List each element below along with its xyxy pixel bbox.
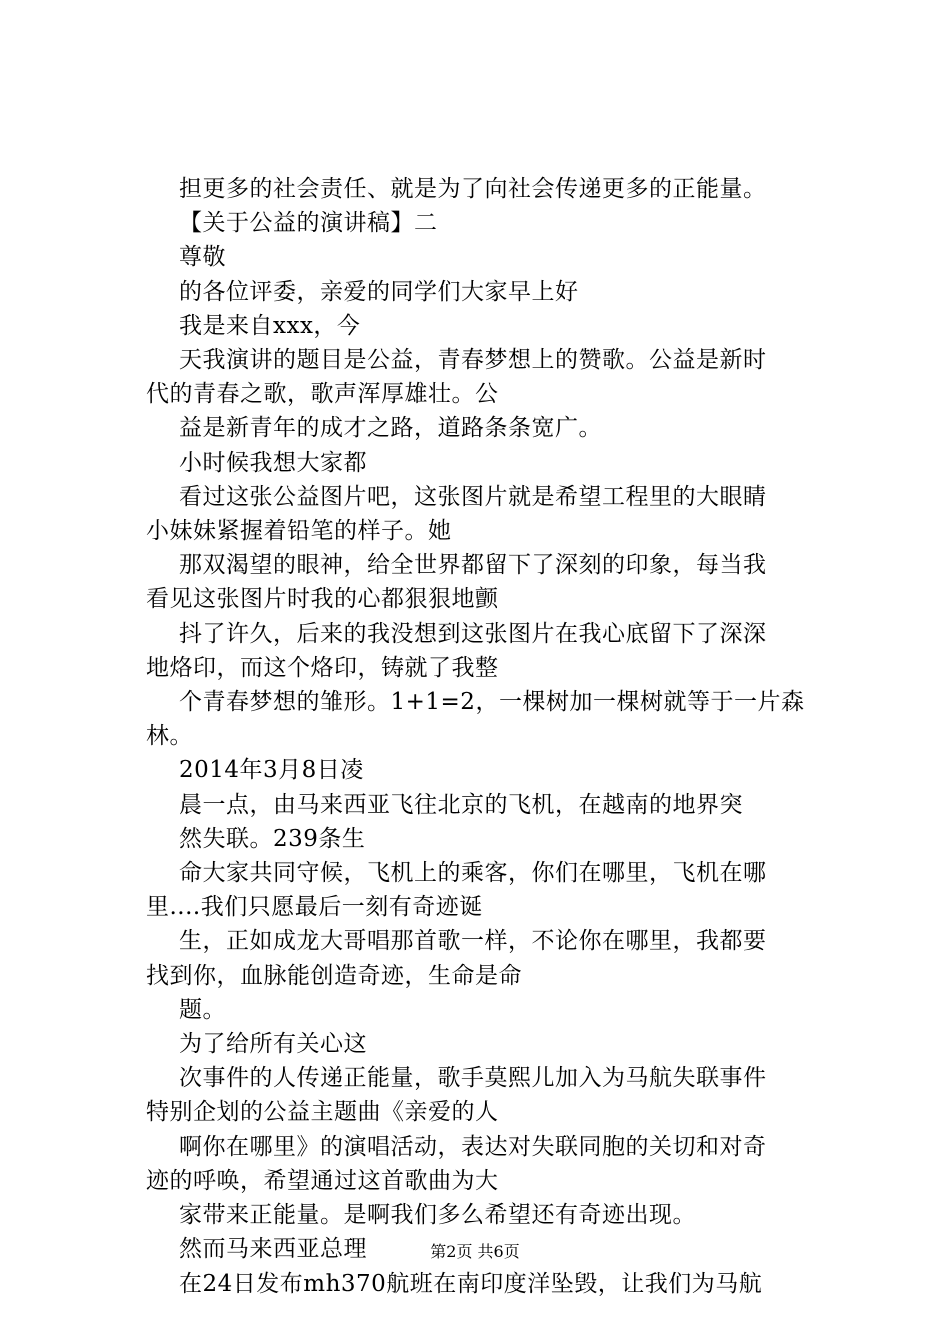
page-number: 第2页 共6页	[430, 1242, 520, 1261]
text-line: 天我演讲的题目是公益，青春梦想上的赞歌。公益是新时	[179, 347, 767, 374]
text-line: 题。	[179, 996, 226, 1023]
text-line: 生，正如成龙大哥唱那首歌一样，不论你在哪里，我都要	[179, 928, 767, 955]
text-line: 次事件的人传递正能量，歌手莫熙儿加入为马航失联事件	[179, 1065, 767, 1092]
text-line: 【关于公益的演讲稿】二	[179, 210, 438, 237]
text-line: 特别企划的公益主题曲《亲爱的人	[146, 1099, 499, 1126]
text-line: 看见这张图片时我的心都狠狠地颤	[146, 586, 499, 613]
text-line: 迹的呼唤，希望通过这首歌曲为大	[146, 1167, 499, 1194]
text-line: 益是新青年的成才之路，道路条条宽广。	[179, 415, 602, 442]
text-line: 的各位评委，亲爱的同学们大家早上好	[179, 278, 579, 305]
text-line: 担更多的社会责任、就是为了向社会传递更多的正能量。	[179, 176, 767, 202]
text-line: 我是来自xxx，今	[179, 312, 361, 339]
text-line: 地烙印，而这个烙印，铸就了我整	[146, 654, 499, 681]
text-line: 小妹妹紧握着铅笔的样子。她	[146, 518, 452, 545]
text-line: 家带来正能量。是啊我们多么希望还有奇迹出现。	[179, 1202, 696, 1229]
text-line: 然失联。239条生	[179, 825, 366, 852]
text-line: 在24日发布mh370航班在南印度洋坠毁，让我们为马航	[179, 1270, 763, 1297]
text-line: 里....我们只愿最后一刻有奇迹诞	[146, 894, 483, 921]
text-line: 找到你，血脉能创造奇迹，生命是命	[146, 962, 522, 989]
text-line: 林。	[146, 723, 193, 750]
text-line: 那双渴望的眼神，给全世界都留下了深刻的印象，每当我	[179, 552, 767, 579]
text-line: 啊你在哪里》的演唱活动，表达对失联同胞的关切和对奇	[179, 1133, 767, 1160]
text-line: 代的青春之歌，歌声浑厚雄壮。公	[146, 381, 499, 408]
text-line: 然而马来西亚总理	[179, 1236, 367, 1263]
text-line: 看过这张公益图片吧，这张图片就是希望工程里的大眼睛	[179, 483, 767, 510]
text-line: 2014年3月8日凌	[179, 757, 364, 784]
text-line: 抖了许久，后来的我没想到这张图片在我心底留下了深深	[179, 620, 767, 647]
text-line: 晨一点，由马来西亚飞往北京的飞机，在越南的地界突	[179, 791, 743, 818]
text-line: 为了给所有关心这	[179, 1031, 367, 1058]
text-line: 尊敬	[179, 244, 226, 271]
text-line: 个青春梦想的雏形。1+1=2，一棵树加一棵树就等于一片森	[179, 689, 805, 716]
text-line: 小时候我想大家都	[179, 449, 367, 476]
document-body	[146, 172, 836, 1301]
page-footer	[0, 1242, 950, 1262]
text-line: 命大家共同守候，飞机上的乘客，你们在哪里，飞机在哪	[179, 860, 767, 887]
